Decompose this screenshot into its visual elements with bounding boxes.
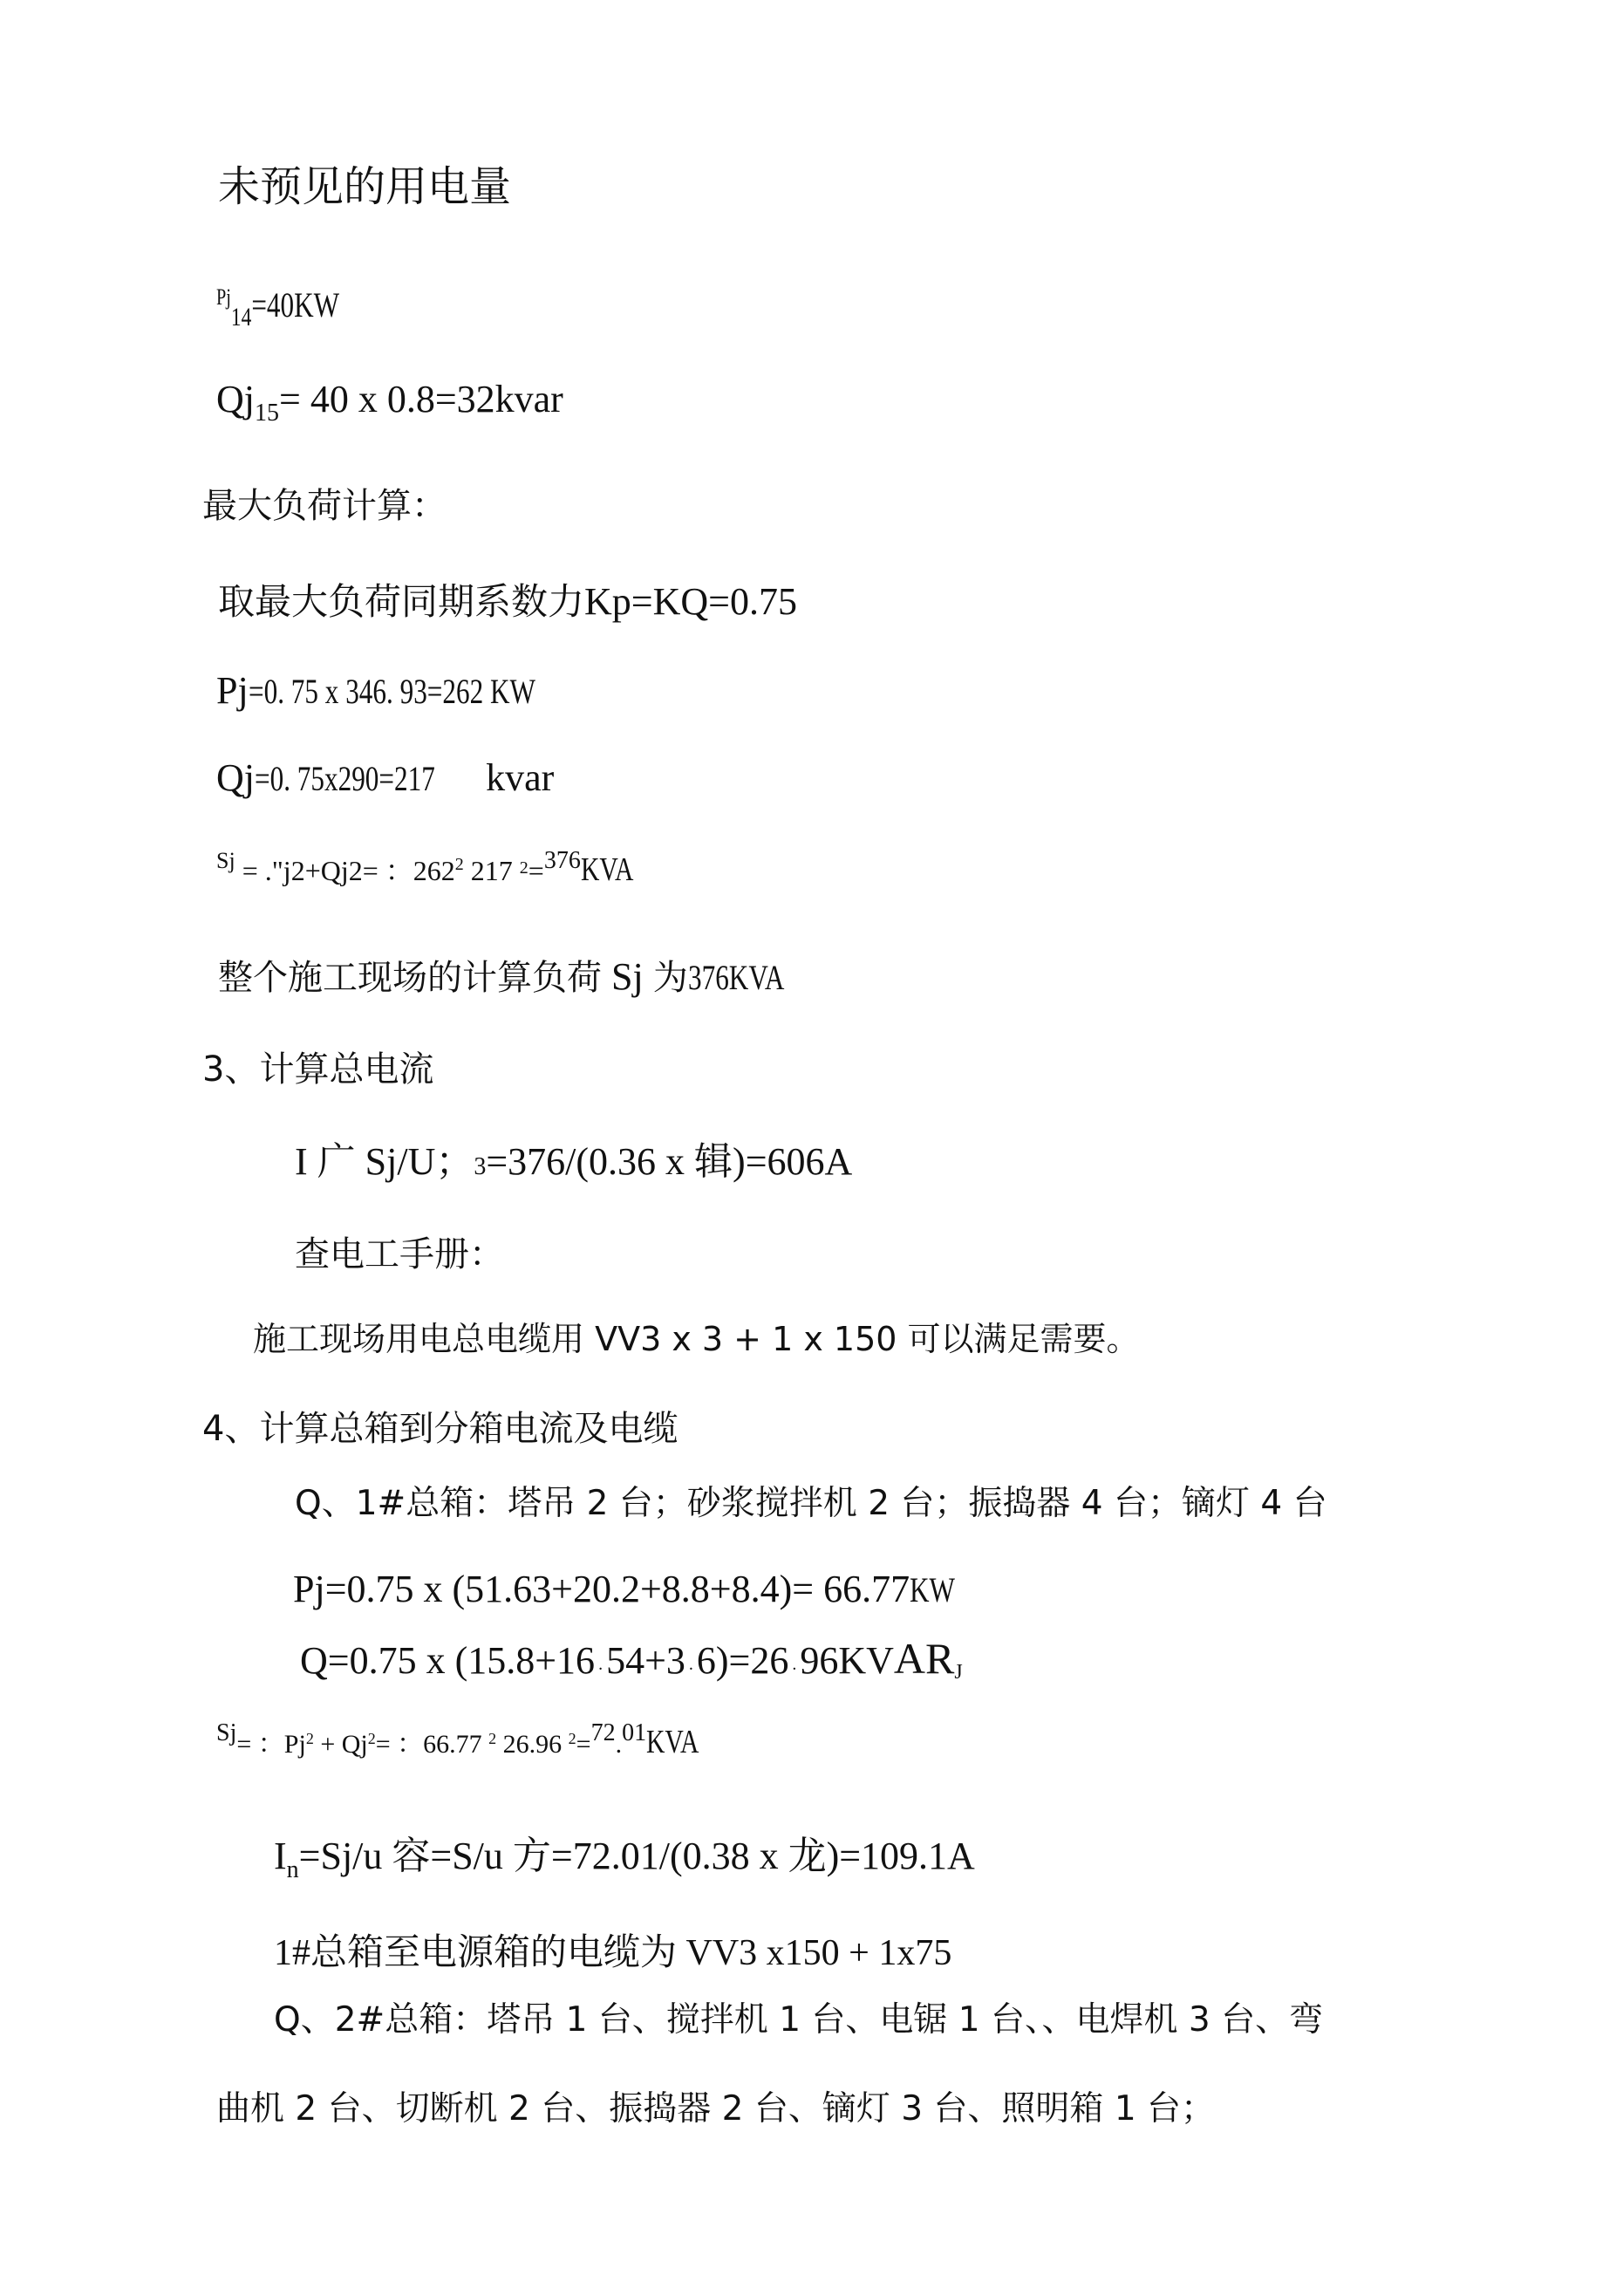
box1-current-expr: =Sj/u 容=S/u 方=72.01/(0.38 x 龙)=109.1A [298,1835,975,1877]
total-current-expr: I 广 Sj/U； [295,1140,474,1183]
sj-total-result: 376 [543,847,581,874]
text-site-calc-load [218,955,811,998]
box1-q-dot2: . [688,1655,693,1674]
sj-total-sup2: 2 [519,858,528,878]
sj-total-label: Sj [216,848,235,873]
box1-sj-expr2: + Qj [313,1730,368,1759]
box1-current-label: I [274,1835,287,1877]
sj-total-unit: KVA [580,851,634,888]
formula-total-current [295,1140,853,1183]
sj-total-expr2: 217 [463,855,520,886]
sj-total-sup1: 2 [454,855,464,874]
box1-current-subscript: n [286,1856,299,1883]
formula-pj14-content [216,284,340,331]
heading-total-current: 3、计算总电流 [202,1049,434,1090]
box1-sj-eq: = [576,1730,591,1759]
text-check-manual: 查电工手册： [295,1234,504,1274]
box1-q-mark: J [954,1661,963,1684]
pj14-subscript: 14 [230,303,252,331]
box1-q-dot3: . [792,1655,797,1674]
sj-total-expr: = ."j2+Qj2= ：262 [235,855,455,886]
qj15-value: = 40 x 0.8=32kvar [279,378,563,420]
box1-sj-label: Sj [216,1719,237,1746]
box1-pj-unit: KW [910,1570,956,1609]
total-current-root: 3 [474,1153,487,1180]
box1-sj-sup3: 2 [488,1730,497,1747]
pj-total-label: Pj [216,669,249,712]
heading-unforeseen-power: 未预见的用电量 [218,162,512,211]
box1-q-expr3: 6)=26 [696,1639,789,1682]
box1-sj-expr3: = ：66.77 [375,1730,489,1759]
site-calc-load-value: 376KVA [687,958,785,997]
box1-q-dot1: . [598,1655,604,1674]
box1-pj-expr: Pj=0.75 x (51.63+20.2+8.8+8.4)= 66.77 [293,1568,910,1610]
site-calc-load-label: 整个施工现场的计算负荷 [218,958,602,998]
formula-box1-current [274,1835,975,1883]
formula-sj-total [216,847,648,888]
box1-sj-result-int: 72 [590,1719,616,1746]
formula-pj-total [216,669,616,712]
text-box2-equipment-line1: Q、2#总箱：塔吊 1 台、搅拌机 1 台、电锯 1 台、、电焊机 3 台、弯 [274,2000,1324,2040]
text-box1-cable: 1#总箱至电源箱的电缆为 VV3 x150 + 1x75 [274,1933,952,1973]
box1-sj-unit: KVA [646,1724,699,1760]
box1-sj-expr4: 26.96 [496,1730,569,1759]
text-main-cable: 施工现场用电总电缆用 VV3 x 3 + 1 x 150 可以满足需要。 [253,1320,1140,1358]
box1-sj-expr1: = ：Pj [236,1730,306,1759]
box1-sj-sup1: 2 [305,1730,314,1747]
formula-box1-sj [216,1719,714,1760]
site-calc-load-wei: 为 [652,958,688,998]
pj14-label: Pj [216,284,231,310]
box1-sj-sup4: 2 [568,1730,576,1747]
box1-q-expr2: 54+3 [606,1639,685,1682]
pj14-value: =40KW [251,285,340,325]
text-simultaneity-factor [218,580,797,623]
box1-q-unit: AR [893,1634,955,1683]
qj-total-value: =0. 75x290=217 [255,759,435,798]
qj15-subscript: 15 [255,400,279,427]
simultaneity-factor-label: 取最大负荷同期系数力 [218,580,585,623]
text-box2-equipment-line2: 曲机 2 台、切断机 2 台、振捣器 2 台、镝灯 3 台、照明箱 1 台； [216,2089,1216,2129]
formula-box1-pj [293,1570,968,1609]
qj-total-unit: kvar [486,756,555,799]
box1-sj-result-dot: . [615,1730,623,1759]
text-box1-equipment: Q、1#总箱：塔吊 2 台；砂浆搅拌机 2 台；振捣器 4 台；镝灯 4 台 [295,1484,1327,1523]
formula-qj15 [216,378,563,427]
heading-box-current: 4、计算总箱到分箱电流及电缆 [202,1409,679,1449]
site-calc-load-symbol: Sj [602,955,653,998]
formula-box1-q [300,1634,963,1684]
total-current-result: =376/(0.36 x 辑)=606A [486,1140,853,1183]
box1-q-expr1: Q=0.75 x (15.8+16 [300,1639,596,1682]
qj15-label: Qj [216,378,255,420]
qj-total-label: Qj [216,756,255,799]
box1-q-expr4: 96KV [800,1639,894,1682]
simultaneity-factor-value: Kp=KQ=0.75 [584,580,797,623]
box1-sj-sup2: 2 [367,1730,376,1747]
formula-qj-total [216,756,555,799]
heading-max-load: 最大负荷计算： [202,486,447,526]
sj-total-eq: = [528,855,544,886]
formula-pj14 [216,284,374,331]
box1-sj-result-dec: 01 [622,1719,647,1746]
pj-total-value: =0. 75 x 346. 93=262 KW [248,672,535,711]
